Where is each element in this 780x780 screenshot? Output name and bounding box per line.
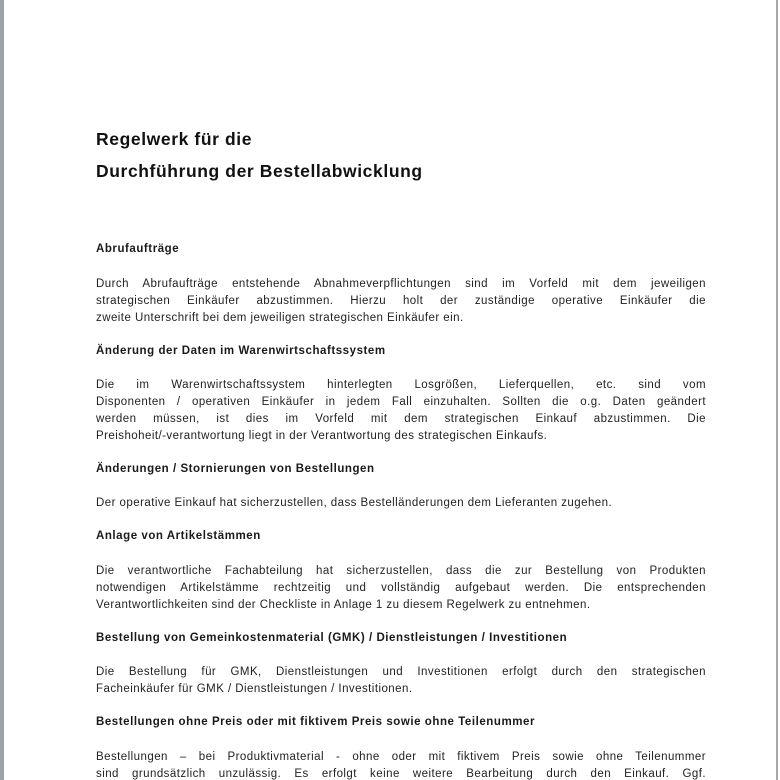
section-paragraph-ohne-preis xyxy=(96,749,706,780)
paragraph-line: Facheinkäufer für GMK / Dienstleistungen / Investitionen. xyxy=(96,683,413,695)
section-paragraph-aenderung-daten xyxy=(96,377,706,445)
paragraph-line: Durch Abrufaufträge entstehende Abnahmeverpflichtungen sind im Vorfeld mit dem jeweiligen xyxy=(96,278,706,290)
document-title-line-2: Durchführung der Bestellabwicklung xyxy=(96,161,423,181)
section-heading-stornierungen: Änderungen / Stornierungen von Bestellungen xyxy=(96,463,375,475)
section-heading-aenderung-daten: Änderung der Daten im Warenwirtschaftssystem xyxy=(96,345,386,357)
paragraph-line: Bestellungen – bei Produktivmaterial - ohne oder mit fiktivem Preis sowie ohne Teilenummer xyxy=(96,751,706,763)
paragraph-line: Verantwortlichkeiten sind der Checkliste in Anlage 1 zu diesem Regelwerk zu entnehmen. xyxy=(96,599,591,611)
paragraph-line: Disponenten / operativen Einkäufer in jedem Fall einzuhalten. Sollten die o.g. Daten geändert xyxy=(96,396,706,408)
paragraph-line: notwendigen Artikelstämme rechtzeitig und vollständig aufgebaut werden. Die entsprechenden xyxy=(96,582,706,594)
paragraph-line: Der operative Einkauf hat sicherzustellen, dass Bestelländerungen dem Lieferanten zugehen. xyxy=(96,497,613,509)
paragraph-line: werden müssen, ist dies im Vorfeld mit dem strategischen Einkauf abzustimmen. Die xyxy=(96,413,706,425)
page-left-border xyxy=(0,0,4,780)
paragraph-line: Preishoheit/-verantwortung liegt in der Verantwortung des strategischen Einkaufs. xyxy=(96,430,548,442)
section-paragraph-stornierungen xyxy=(96,495,706,512)
section-paragraph-artikelstaemme xyxy=(96,563,706,614)
document-title-line-1: Regelwerk für die xyxy=(96,129,253,149)
section-heading-abrufauftraege: Abrufaufträge xyxy=(96,243,180,255)
section-heading-gmk: Bestellung von Gemeinkostenmaterial (GMK) / Dienstleistungen / Investitionen xyxy=(96,632,568,644)
paragraph-line: strategischen Einkäufer abzustimmen. Hierzu holt der zuständige operative Einkäufer die xyxy=(96,295,706,307)
page-right-border xyxy=(776,0,778,780)
section-paragraph-gmk xyxy=(96,664,706,698)
paragraph-line: Die verantwortliche Fachabteilung hat sicherzustellen, dass die zur Bestellung von Produkten xyxy=(96,565,706,577)
paragraph-line: Die Bestellung für GMK, Dienstleistungen und Investitionen erfolgt durch den strategischen xyxy=(96,666,706,678)
paragraph-line: sind grundsätzlich unzulässig. Es erfolgt keine weitere Bearbeitung durch den Einkauf. Ggf. xyxy=(96,768,706,780)
section-paragraph-abrufauftraege xyxy=(96,276,706,327)
section-heading-artikelstaemme: Anlage von Artikelstämmen xyxy=(96,530,261,542)
paragraph-line: Die im Warenwirtschaftssystem hinterlegten Losgrößen, Lieferquellen, etc. sind vom xyxy=(96,379,706,391)
section-heading-ohne-preis: Bestellungen ohne Preis oder mit fiktivem Preis sowie ohne Teilenummer xyxy=(96,716,535,728)
paragraph-line: zweite Unterschrift bei dem jeweiligen strategischen Einkäufer ein. xyxy=(96,312,464,324)
